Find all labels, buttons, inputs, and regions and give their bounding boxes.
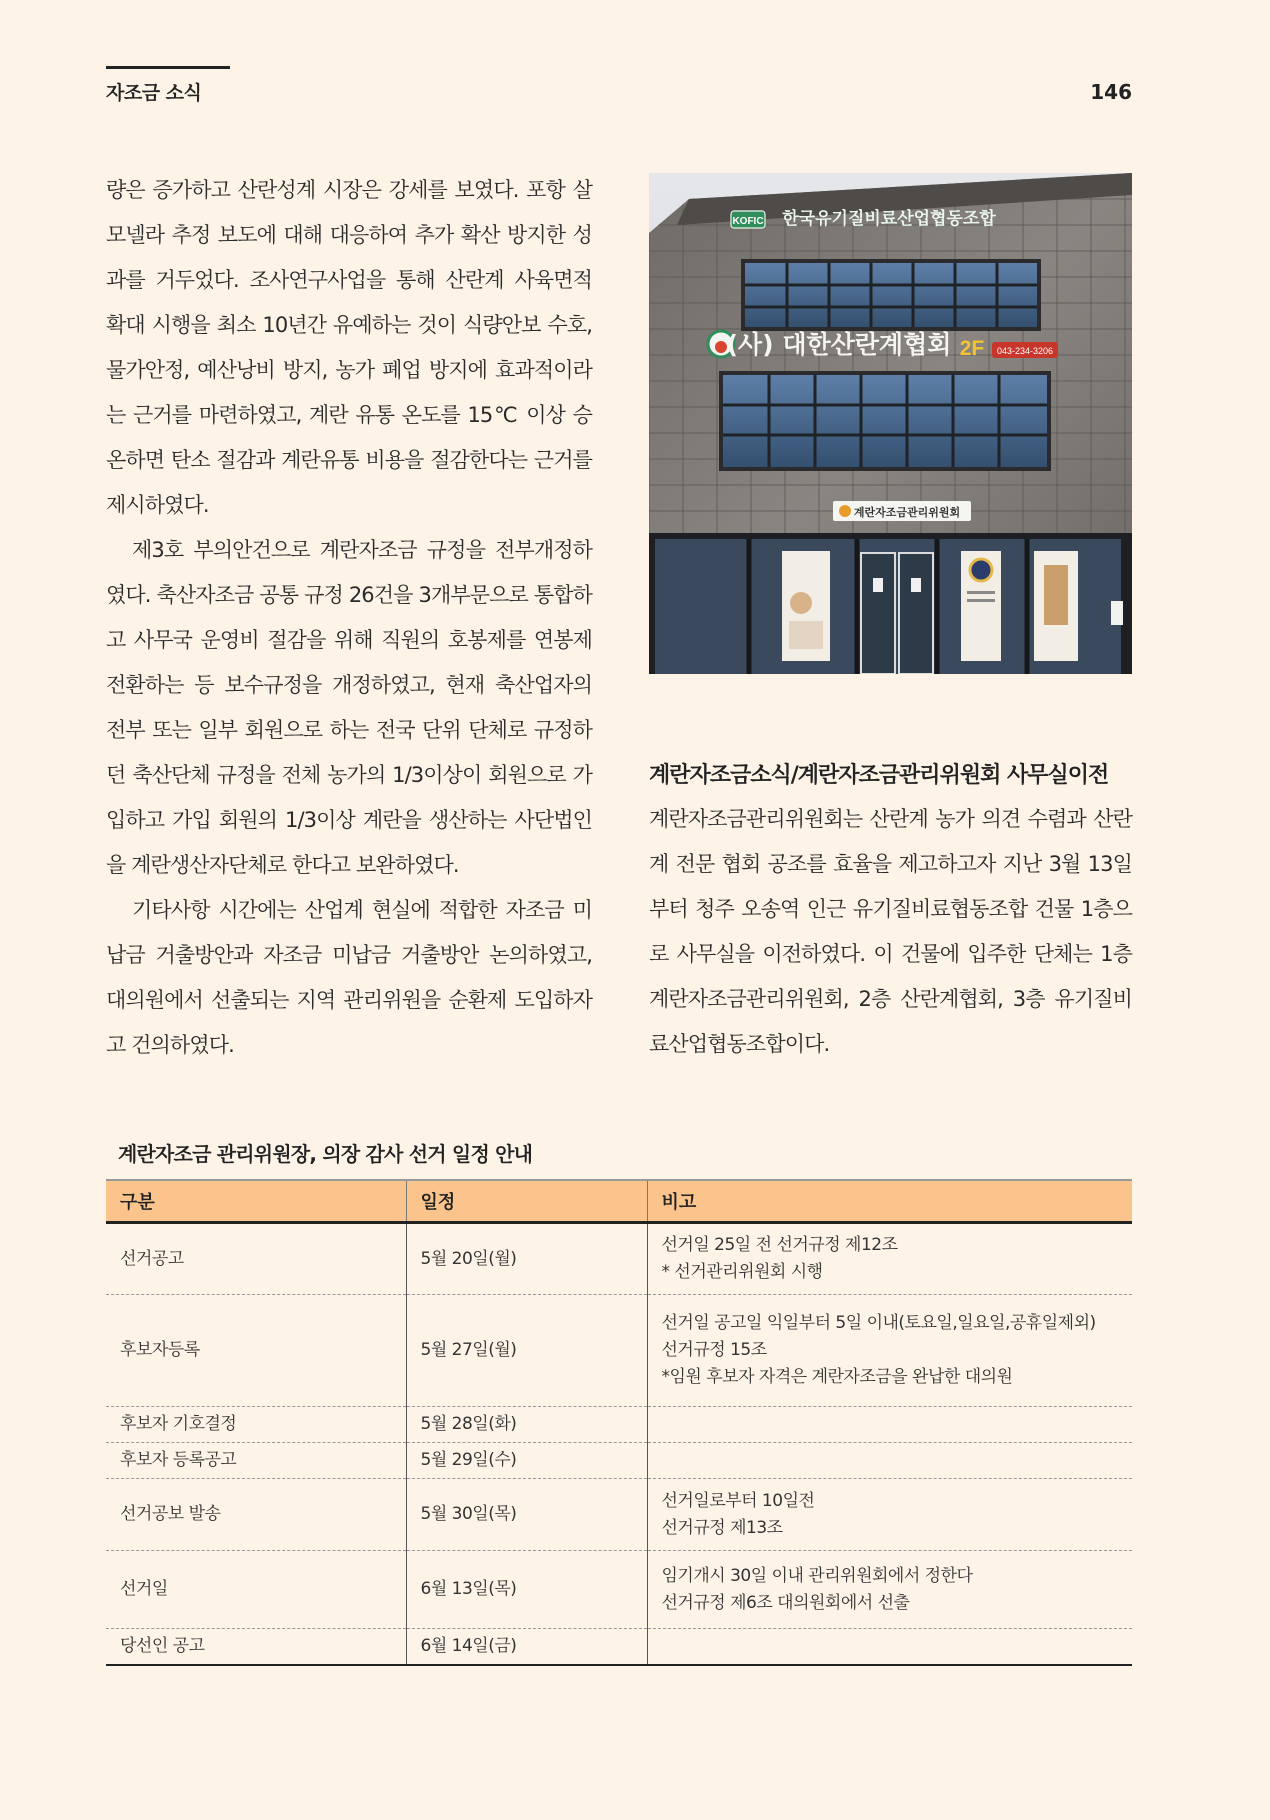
committee-sign-text: 계란자조금관리위원회	[853, 506, 961, 519]
table-row	[106, 1629, 1132, 1666]
column-header-category: 구분	[106, 1180, 406, 1223]
note-cell	[647, 1443, 1132, 1479]
category-cell: 선거공고	[106, 1223, 406, 1295]
table-header-row	[106, 1180, 1132, 1223]
date-cell: 6월 13일(목)	[406, 1551, 647, 1629]
date-cell: 5월 28일(화)	[406, 1407, 647, 1443]
table-row	[106, 1407, 1132, 1443]
phone-number-text: 043-234-3206	[996, 346, 1054, 356]
top-sign-text: 한국유기질비료산업협동조합	[782, 209, 996, 229]
date-cell: 5월 27일(월)	[406, 1295, 647, 1407]
body-paragraph: 량은 증가하고 산란성계 시장은 강세를 보였다. 포항 살모넬라 추정 보도에 대해 대응하여 추가 확산 방지한 성과를 거두었다. 조사연구사업을 통해 산란계 사육면적 확대 시행을 최소 10년간 유예하는 것이 식량안보 수호, 물가안정, 예산낭비 방지, 농가 폐업 방지에 효과적이라는 근거를 마련하였고, 계란 유통 온도를 15℃ 이상 승온하면 탄소 절감과 계란유통 비용을 절감한다는 근거를 제시하였다.	[106, 178, 592, 517]
section-label: 자조금 소식	[106, 82, 202, 104]
note-cell: 선거일 공고일 익일부터 5일 이내(토요일,일요일,공휴일제외) 선거규정 15조 *임원 후보자 자격은 계란자조금을 완납한 대의원	[647, 1295, 1132, 1407]
date-cell: 5월 20일(월)	[406, 1223, 647, 1295]
table-row	[106, 1295, 1132, 1407]
column-header-date: 일정	[406, 1180, 647, 1223]
table-row	[106, 1551, 1132, 1629]
category-cell: 선거일	[106, 1551, 406, 1629]
office-relocation-heading: 계란자조금소식/계란자조금관리위원회 사무실이전	[649, 763, 1109, 788]
page-number: 146	[1090, 80, 1132, 104]
election-schedule-table	[106, 1179, 1132, 1666]
note-cell	[647, 1629, 1132, 1666]
category-cell: 후보자등록	[106, 1295, 406, 1407]
category-cell: 후보자 등록공고	[106, 1443, 406, 1479]
ground-floor-storefront	[649, 533, 1132, 674]
table-row	[106, 1443, 1132, 1479]
lower-window-band	[719, 371, 1051, 471]
office-building-photo	[649, 173, 1132, 674]
left-column	[106, 168, 592, 1068]
category-cell: 당선인 공고	[106, 1629, 406, 1666]
right-column	[649, 797, 1132, 1067]
date-cell: 6월 14일(금)	[406, 1629, 647, 1666]
office-relocation-paragraph: 계란자조금관리위원회는 산란계 농가 의견 수렴과 산란계 전문 협회 공조를 효율을 제고하고자 지난 3월 13일부터 청주 오송역 인근 유기질비료협동조합 건물 1층으로 사무실을 이전하였다. 이 건물에 입주한 단체는 1층 계란자조금관리위원회, 2층 산란계협회, 3층 유기질비료산업협동조합이다.	[649, 807, 1132, 1056]
floor-label: 2F	[959, 337, 985, 360]
kofic-logo-text: KOFIC	[732, 216, 764, 227]
note-cell: 임기개시 30일 이내 관리위원회에서 정한다 선거규정 제6조 대의원회에서 선출	[647, 1551, 1132, 1629]
table-row	[106, 1479, 1132, 1551]
body-paragraph: 기타사항 시간에는 산업계 현실에 적합한 자조금 미납금 거출방안과 자조금 미납금 거출방안 논의하였고, 대의원에서 선출되는 지역 관리위원을 순환제 도입하자고 건의하였다.	[106, 898, 592, 1057]
note-cell	[647, 1407, 1132, 1443]
column-header-note: 비고	[647, 1180, 1132, 1223]
category-cell: 후보자 기호결정	[106, 1407, 406, 1443]
ground-floor-sign	[833, 501, 971, 521]
association-sign-text: (사) 대한산란계협회	[726, 330, 952, 359]
note-cell: 선거일로부터 10일전 선거규정 제13조	[647, 1479, 1132, 1551]
date-cell: 5월 30일(목)	[406, 1479, 647, 1551]
upper-window-band	[741, 259, 1041, 331]
body-paragraph: 제3호 부의안건으로 계란자조금 규정을 전부개정하였다. 축산자조금 공통 규정 26건을 3개부문으로 통합하고 사무국 운영비 절감을 위해 직원의 호봉제를 연봉제 전환하는 등 보수규정을 개정하였고, 현재 축산업자의 전부 또는 일부 회원으로 하는 전국 단위 단체로 규정하던 축산단체 규정을 전체 농가의 1/3이상이 회원으로 가입하고 가입 회원의 1/3이상 계란을 생산하는 사단법인을 계란생산자단체로 한다고 보완하였다.	[106, 538, 592, 877]
header-rule	[106, 66, 230, 69]
category-cell: 선거공보 발송	[106, 1479, 406, 1551]
note-cell: 선거일 25일 전 선거규정 제12조 * 선거관리위원회 시행	[647, 1223, 1132, 1295]
table-row	[106, 1223, 1132, 1295]
table-title: 계란자조금 관리위원장, 의장 감사 선거 일정 안내	[118, 1142, 533, 1166]
date-cell: 5월 29일(수)	[406, 1443, 647, 1479]
